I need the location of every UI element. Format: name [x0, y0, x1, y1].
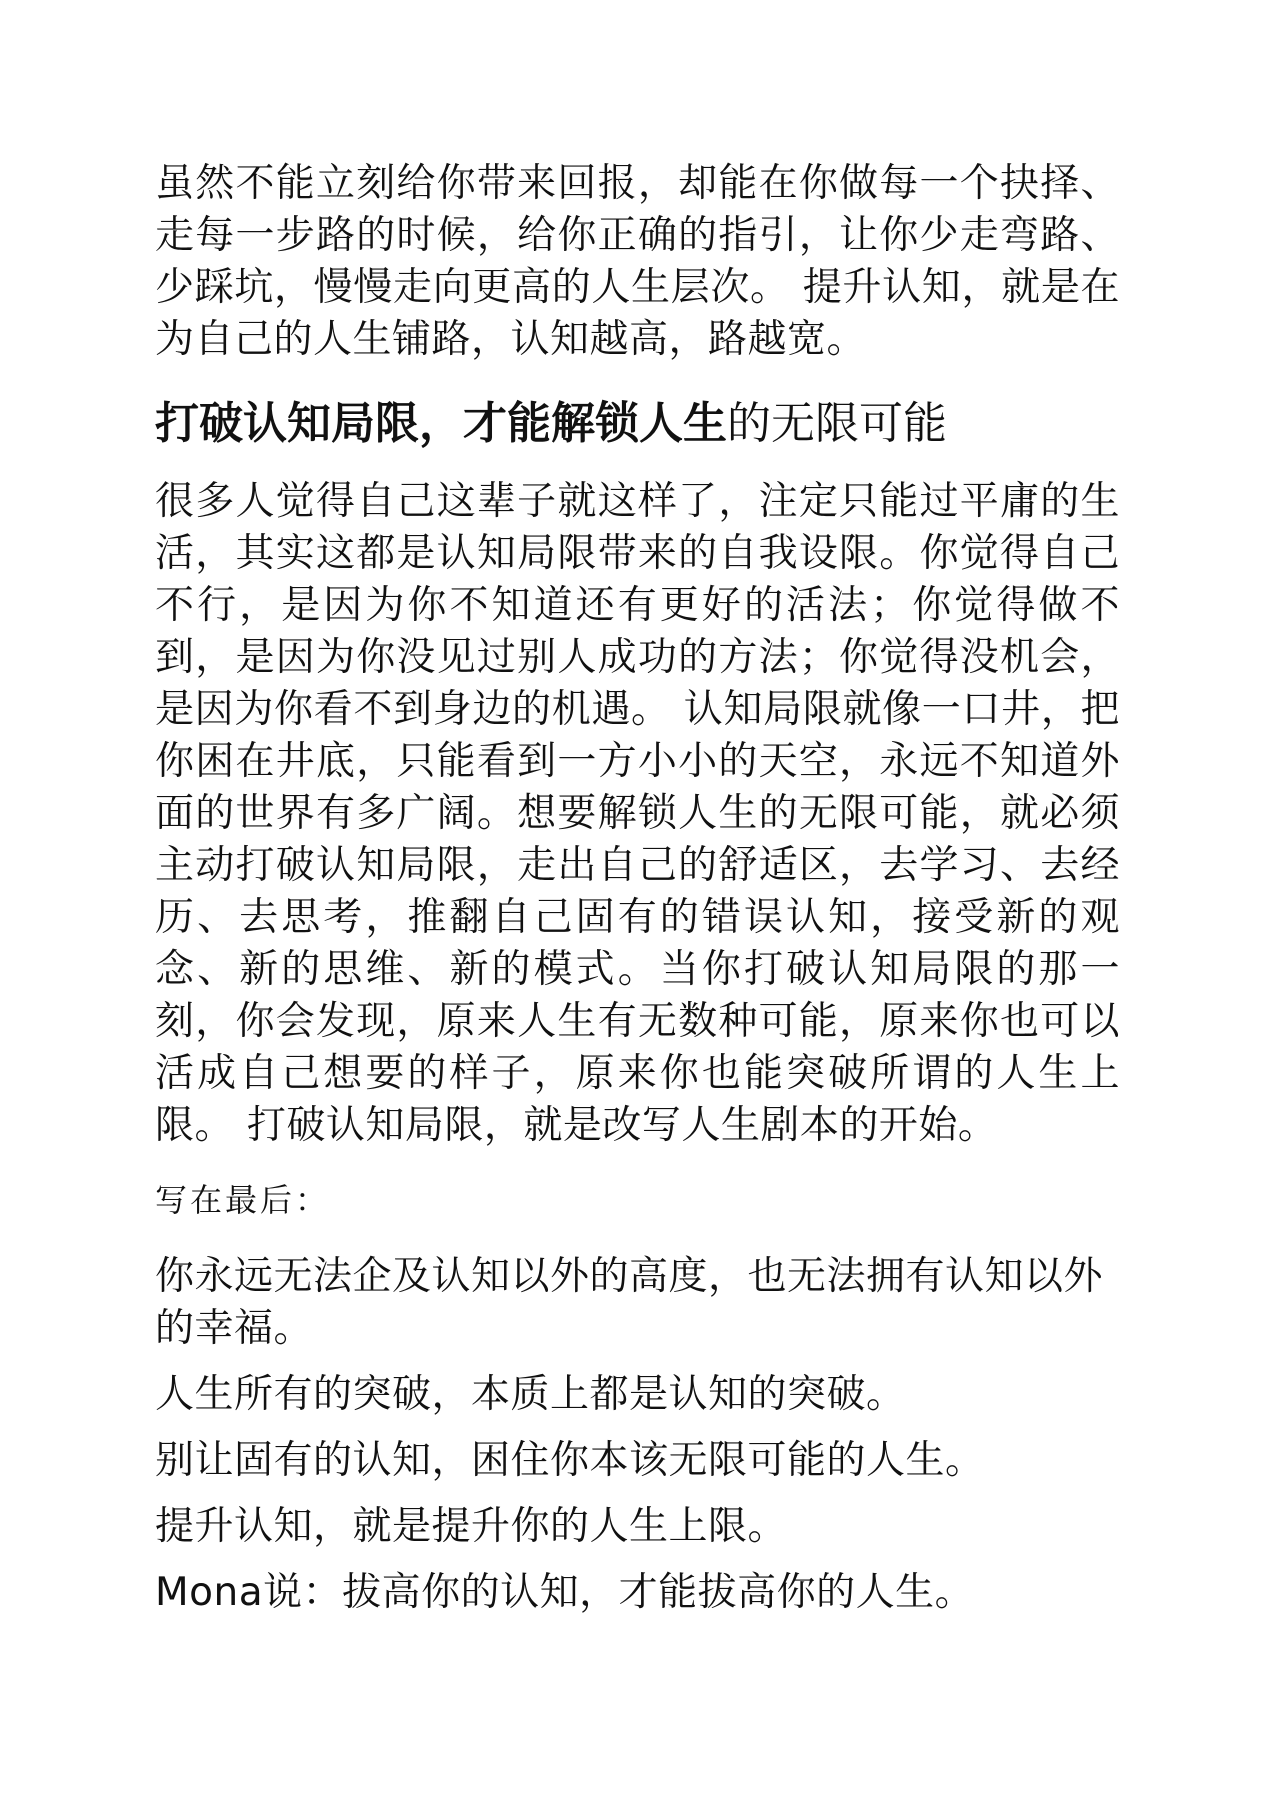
closing-line: 别让固有的认知，困住你本该无限可能的人生。: [155, 1438, 985, 1483]
section-heading-bold: 打破认知局限，才能解锁人生: [155, 398, 727, 449]
section-heading: [155, 394, 1120, 454]
closing-line: 你永远无法企及认知以外的高度，也无法拥有认知以外的幸福。: [155, 1254, 1104, 1351]
closing-line: 人生所有的突破，本质上都是认知的突破。: [155, 1372, 906, 1417]
document-body: [155, 158, 1120, 1619]
closing-label: 写在最后：: [155, 1181, 331, 1219]
signature-line: Mona说：拔高你的认知，才能拔高你的人生。: [155, 1570, 975, 1615]
intro-paragraph: 虽然不能立刻给你带来回报，却能在你做每一个抉择、走每一步路的时候，给你正确的指引，让你少走弯路、少踩坑，慢慢走向更高的人生层次。 提升认知，就是在为自己的人生铺路，认知越高，路越宽。: [155, 161, 1120, 362]
closing-line: 提升认知，就是提升你的人生上限。: [155, 1504, 788, 1549]
section-heading-normal: 的无限可能: [727, 398, 947, 449]
section-paragraph: 很多人觉得自己这辈子就这样了，注定只能过平庸的生活，其实这都是认知局限带来的自我设限。你觉得自己不行，是因为你不知道还有更好的活法；你觉得做不到，是因为你没见过别人成功的方法；你觉得没机会，是因为你看不到身边的机遇。 认知局限就像一口井，把你困在井底，只能看到一方小小的天空，永远不知道外面的世界有多广阔。想要解锁人生的无限可能，就必须主动打破认知局限，走出自己的舒适区，去学习、去经历、去思考，推翻自己固有的错误认知，接受新的观念、新的思维、新的模式。当你打破认知局限的那一刻，你会发现，原来人生有无数种可能，原来你也可以活成自己想要的样子，原来你也能突破所谓的人生上限。 打破认知局限，就是改写人生剧本的开始。: [155, 479, 1120, 1148]
